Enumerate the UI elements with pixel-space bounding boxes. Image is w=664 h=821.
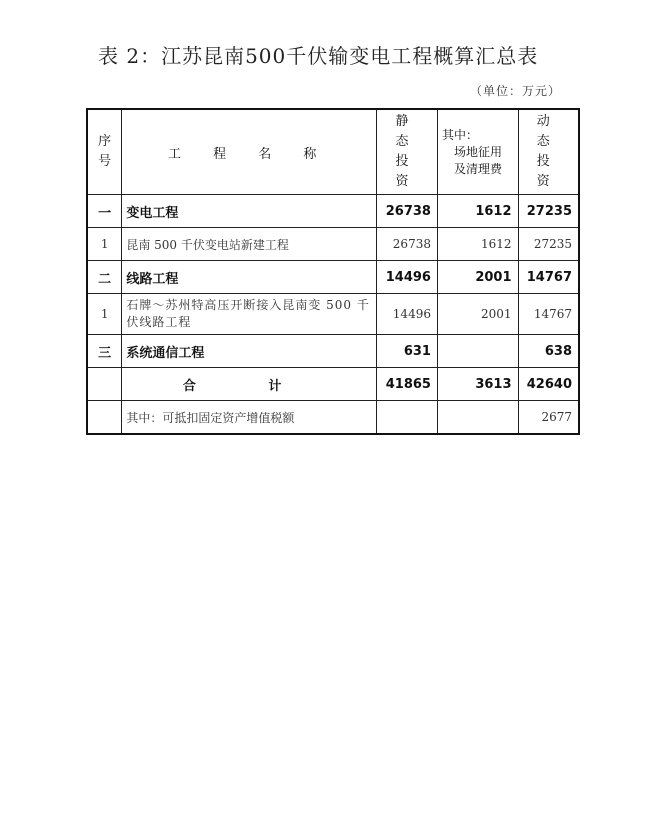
table-title: 表 2：江苏昆南500千伏输变电工程概算汇总表: [98, 44, 539, 68]
header-dynamic-investment: [518, 109, 579, 195]
table-row: [87, 261, 579, 294]
header-land-fee: [437, 109, 518, 195]
header-land-line3: 及清理费: [453, 161, 502, 176]
row-index: 1: [87, 228, 122, 261]
row-index: 二: [87, 261, 122, 294]
header-land-line2: 场地征用: [453, 144, 502, 159]
row-land: 1612: [437, 228, 518, 261]
row-name: 石牌～苏州特高压开断接入昆南变 500 千伏线路工程: [122, 294, 377, 335]
row-dynamic: 2677: [518, 401, 579, 435]
row-static: 631: [377, 335, 438, 368]
row-static: 14496: [377, 294, 438, 335]
vat-row: [87, 401, 579, 435]
row-land: [437, 401, 518, 435]
header-land-line1: 其中：: [441, 127, 478, 142]
row-index: 三: [87, 335, 122, 368]
row-index: 一: [87, 195, 122, 228]
header-static-investment: [377, 109, 438, 195]
header-dynamic-line1: 动 态: [536, 114, 560, 149]
total-row: [87, 368, 579, 401]
total-label: 合 计: [122, 368, 377, 401]
row-dynamic: 27235: [518, 195, 579, 228]
table-row: [87, 228, 579, 261]
total-dynamic: 42640: [518, 368, 579, 401]
budget-summary-table: [86, 108, 580, 435]
header-index-line1: 序: [98, 134, 112, 149]
row-land: 2001: [437, 261, 518, 294]
row-name: 线路工程: [122, 261, 377, 294]
row-static: 26738: [377, 228, 438, 261]
row-land: 1612: [437, 195, 518, 228]
header-project-name: 工 程 名 称: [122, 109, 377, 195]
header-index: [87, 109, 122, 195]
row-name: 变电工程: [122, 195, 377, 228]
table-row: [87, 195, 579, 228]
header-static-line1: 静 态: [395, 114, 419, 149]
row-static: 14496: [377, 261, 438, 294]
unit-label: （单位：万元）: [470, 84, 562, 98]
header-dynamic-line2: 投 资: [536, 154, 560, 189]
row-static: [377, 401, 438, 435]
total-static: 41865: [377, 368, 438, 401]
row-name: 昆南 500 千伏变电站新建工程: [122, 228, 377, 261]
row-name: 系统通信工程: [122, 335, 377, 368]
row-land: 2001: [437, 294, 518, 335]
header-index-line2: 号: [98, 154, 112, 169]
table-row: [87, 335, 579, 368]
total-land: 3613: [437, 368, 518, 401]
header-static-line2: 投 资: [395, 154, 419, 189]
row-land: [437, 335, 518, 368]
row-dynamic: 638: [518, 335, 579, 368]
row-dynamic: 14767: [518, 261, 579, 294]
table-header-row: [87, 109, 579, 195]
row-index: [87, 401, 122, 435]
row-static: 26738: [377, 195, 438, 228]
row-dynamic: 14767: [518, 294, 579, 335]
table-row: [87, 294, 579, 335]
row-name: 其中：可抵扣固定资产增值税额: [122, 401, 377, 435]
row-dynamic: 27235: [518, 228, 579, 261]
row-index: 1: [87, 294, 122, 335]
row-index: [87, 368, 122, 401]
